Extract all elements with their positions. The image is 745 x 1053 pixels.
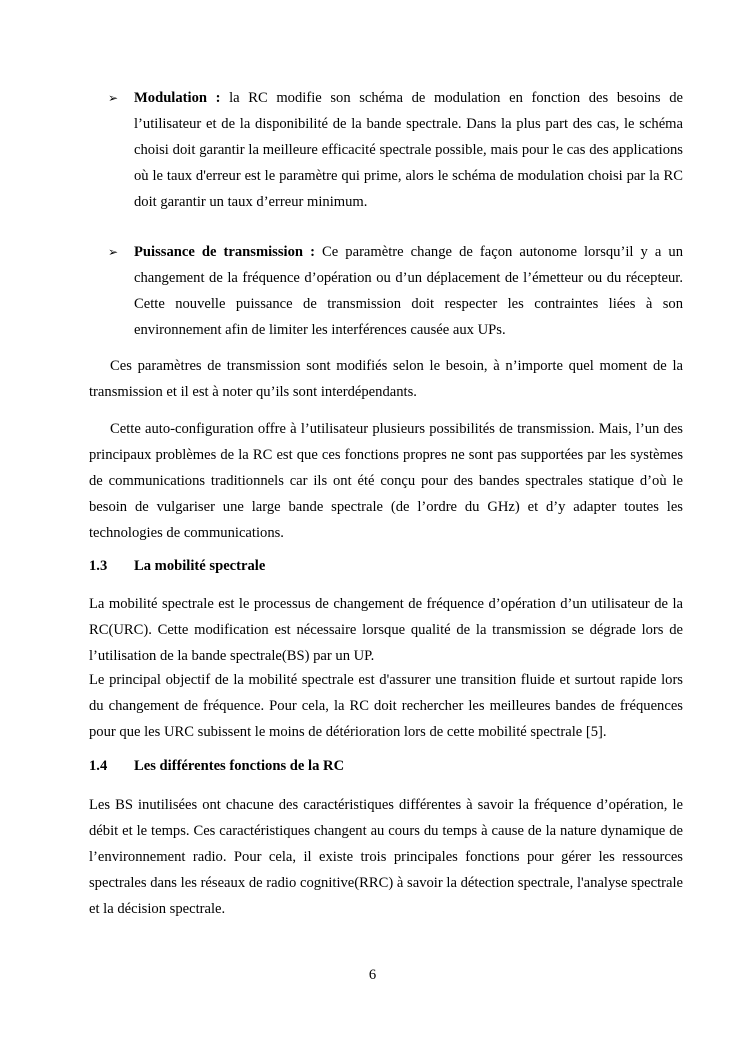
paragraph-fonctions: Les BS inutilisées ont chacune des caractéristiques différentes à savoir la fréquence d’opération, le débit et le temps. Ces caractéristiques changent au cours du temps à cause de la nature dynamique de l’environnement radio. Pour cela, il existe trois principales fonctions pour gérer les ressources spectrales dans les réseaux de radio cognitive(RRC) à savoir la détection spectrale, l'analyse spectrale et la décision spectrale. xyxy=(89,797,683,917)
paragraph-mobilite-definition: La mobilité spectrale est le processus de changement de fréquence d’opération d’un utilisateur de la RC(URC). Cette modification est nécessaire lorsque qualité de la transmission se dégrade lors de l’utilisation de la bande spectrale(BS) par un UP. xyxy=(89,596,683,664)
section-heading-1-4 xyxy=(89,753,683,779)
arrow-bullet-icon: ➢ xyxy=(108,91,119,105)
bullet-term: Puissance de transmission : xyxy=(134,244,315,260)
section-title: Les différentes fonctions de la RC xyxy=(134,758,345,774)
paragraph-mobilite-objectif: Le principal objectif de la mobilité spectrale est d'assurer une transition fluide et surtout rapide lors du changement de fréquence. Pour cela, la RC doit rechercher les meilleures bandes de fréquences pour que les URC subissent le moins de détérioration lors de cette mobilité spectrale [5]. xyxy=(89,672,683,740)
page-number: 6 xyxy=(368,967,377,983)
bullet-text: la RC modifie son schéma de modulation en fonction des besoins de l’utilisateur et de la disponibilité de la bande spectrale. Dans la plus part des cas, le schéma choisi doit garantir la meilleure efficacité spectrale possible, mais pour le cas des applications où le taux d'erreur est le paramètre qui prime, alors le schéma de modulation choisi par la RC doit garantir un taux d’erreur minimum. xyxy=(134,90,683,210)
section-number: 1.4 xyxy=(89,758,108,774)
section-heading-1-3 xyxy=(89,553,683,579)
bullet-term: Modulation : xyxy=(134,90,221,106)
paragraph-parametres: Ces paramètres de transmission sont modifiés selon le besoin, à n’importe quel moment de la transmission et il est à noter qu’ils sont interdépendants. xyxy=(89,358,683,400)
section-number: 1.3 xyxy=(89,558,108,574)
paragraph-auto-configuration: Cette auto-configuration offre à l’utilisateur plusieurs possibilités de transmission. Mais, l’un des principaux problèmes de la RC est que ces fonctions propres ne sont pas supportées par les systèmes de communications traditionnels car ils ont été conçu pour des bandes spectrales statique d’où le besoin de vulgariser une large bande spectrale (de l’ordre du GHz) et d’y adapter toutes les technologies de communications. xyxy=(89,421,683,541)
arrow-bullet-icon: ➢ xyxy=(108,245,119,259)
bullet-modulation xyxy=(108,85,683,215)
bullet-text: Ce paramètre change de façon autonome lorsqu’il y a un changement de la fréquence d’opération ou d’un déplacement de l’émetteur ou du récepteur. Cette nouvelle puissance de transmission doit respecter les contraintes liées à son environnement afin de limiter les interférences causée aux UPs. xyxy=(134,244,684,338)
section-title: La mobilité spectrale xyxy=(134,558,266,574)
bullet-puissance xyxy=(108,239,683,343)
